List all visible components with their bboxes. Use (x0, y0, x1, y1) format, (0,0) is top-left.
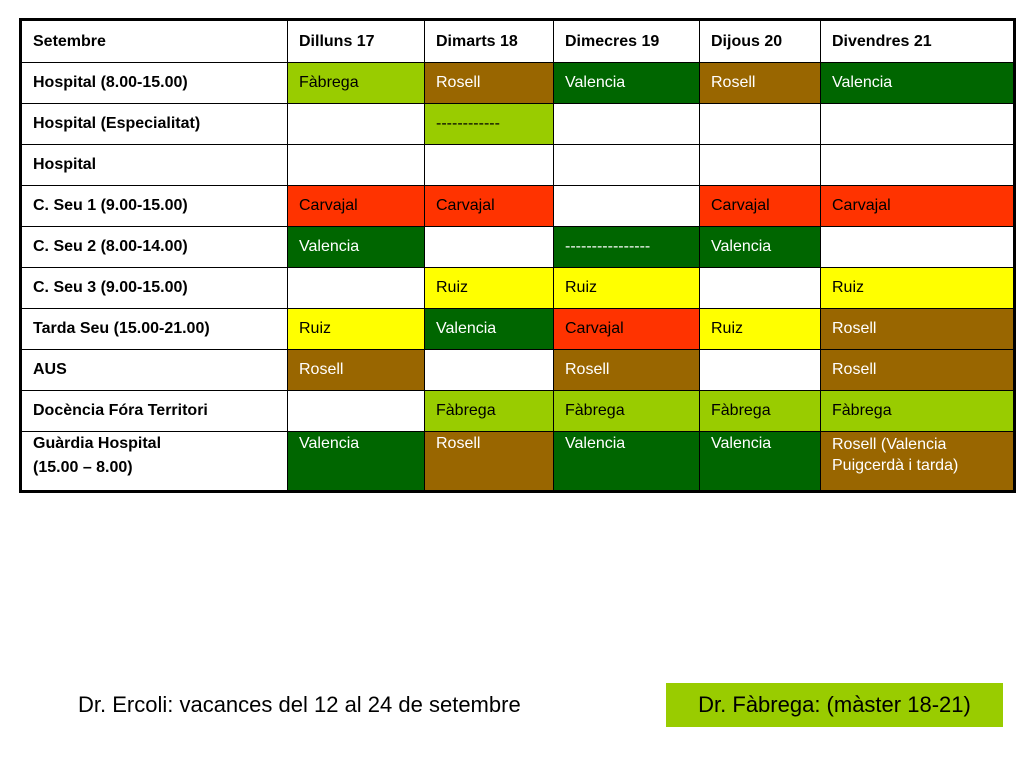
shift-cell (700, 350, 821, 391)
shift-cell: Valencia (554, 432, 700, 492)
row-label: C. Seu 2 (8.00-14.00) (21, 227, 288, 268)
shift-cell (821, 227, 1015, 268)
guardia-label-line2: (15.00 – 8.00) (33, 459, 133, 476)
shift-cell (288, 268, 425, 309)
shift-cell: Rosell (821, 309, 1015, 350)
schedule-row (21, 309, 1015, 350)
shift-cell (288, 104, 425, 145)
shift-cell (288, 391, 425, 432)
shift-cell: Fàbrega (425, 391, 554, 432)
shift-cell: Carvajal (821, 186, 1015, 227)
shift-cell: Rosell (554, 350, 700, 391)
schedule-row (21, 104, 1015, 145)
guardia-label (21, 432, 288, 492)
shift-cell (425, 145, 554, 186)
shift-cell: ------------ (425, 104, 554, 145)
schedule-row (21, 186, 1015, 227)
schedule-row (21, 145, 1015, 186)
shift-cell: Valencia (288, 432, 425, 492)
shift-cell (821, 104, 1015, 145)
shift-cell: Valencia (700, 432, 821, 492)
shift-cell: Valencia (554, 63, 700, 104)
schedule-row (21, 350, 1015, 391)
shift-cell: Rosell (425, 432, 554, 492)
row-label: Hospital (8.00-15.00) (21, 63, 288, 104)
schedule-body (21, 20, 1015, 492)
day-header: Dijous 20 (700, 20, 821, 63)
row-label: Docència Fóra Territori (21, 391, 288, 432)
shift-cell (288, 145, 425, 186)
shift-cell: Carvajal (288, 186, 425, 227)
day-header: Dilluns 17 (288, 20, 425, 63)
schedule-table (19, 18, 1016, 493)
shift-cell (554, 186, 700, 227)
shift-cell: Ruiz (288, 309, 425, 350)
vacation-note: Dr. Ercoli: vacances del 12 al 24 de setembre (78, 692, 521, 717)
shift-cell: Valencia (700, 227, 821, 268)
shift-cell (700, 268, 821, 309)
shift-cell: Carvajal (425, 186, 554, 227)
guardia-row (21, 432, 1015, 492)
shift-cell: Rosell (700, 63, 821, 104)
schedule-row (21, 268, 1015, 309)
shift-cell: Valencia (425, 309, 554, 350)
shift-cell (821, 145, 1015, 186)
guardia-label-line1: Guàrdia Hospital (33, 435, 162, 452)
master-note: Dr. Fàbrega: (màster 18-21) (666, 683, 1003, 727)
day-header: Dimarts 18 (425, 20, 554, 63)
shift-cell (700, 145, 821, 186)
day-header: Dimecres 19 (554, 20, 700, 63)
row-label: Hospital (21, 145, 288, 186)
shift-cell: Fàbrega (700, 391, 821, 432)
shift-cell: Carvajal (700, 186, 821, 227)
shift-cell: Ruiz (821, 268, 1015, 309)
shift-cell: Rosell (288, 350, 425, 391)
row-label: C. Seu 1 (9.00-15.00) (21, 186, 288, 227)
schedule-row (21, 391, 1015, 432)
shift-cell (425, 350, 554, 391)
shift-cell (700, 104, 821, 145)
shift-cell: ---------------- (554, 227, 700, 268)
month-header: Setembre (21, 20, 288, 63)
row-label: AUS (21, 350, 288, 391)
header-row (21, 20, 1015, 63)
row-label: C. Seu 3 (9.00-15.00) (21, 268, 288, 309)
schedule-row (21, 63, 1015, 104)
shift-cell: Fàbrega (288, 63, 425, 104)
row-label: Tarda Seu (15.00-21.00) (21, 309, 288, 350)
shift-cell: Valencia (821, 63, 1015, 104)
shift-cell: Ruiz (425, 268, 554, 309)
shift-cell: Ruiz (700, 309, 821, 350)
schedule-row (21, 227, 1015, 268)
shift-cell: Valencia (288, 227, 425, 268)
shift-cell: Rosell (425, 63, 554, 104)
shift-cell: Fàbrega (554, 391, 700, 432)
shift-cell (425, 227, 554, 268)
shift-cell: Ruiz (554, 268, 700, 309)
shift-cell (554, 145, 700, 186)
shift-cell: Rosell (Valencia Puigcerdà i tarda) (821, 432, 1015, 492)
shift-cell: Carvajal (554, 309, 700, 350)
day-header: Divendres 21 (821, 20, 1015, 63)
row-label: Hospital (Especialitat) (21, 104, 288, 145)
shift-cell (554, 104, 700, 145)
shift-cell: Rosell (821, 350, 1015, 391)
shift-cell: Fàbrega (821, 391, 1015, 432)
